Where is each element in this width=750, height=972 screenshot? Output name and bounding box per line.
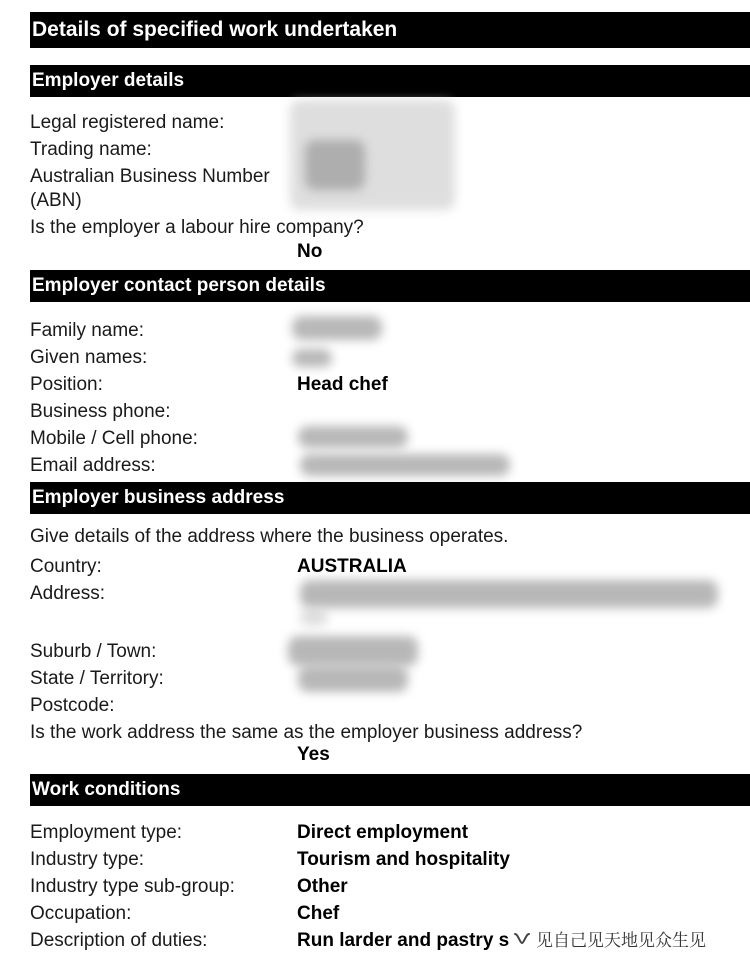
position-value: Head chef — [297, 374, 388, 395]
employment-type-value: Direct employment — [297, 822, 469, 843]
postcode-label: Postcode: — [30, 695, 115, 716]
section-employer-details-heading: Employer details — [30, 65, 750, 97]
position-label: Position: — [30, 374, 103, 395]
employment-type-label: Employment type: — [30, 822, 183, 843]
redacted-address-line2 — [300, 608, 328, 626]
redacted-suburb — [288, 636, 418, 666]
duties-value: Run larder and pastry s — [297, 930, 510, 951]
email-label: Email address: — [30, 455, 156, 476]
address-intro: Give details of the address where the business operates. — [30, 526, 509, 547]
watermark-text: 见自己见天地见众生见 — [536, 931, 706, 950]
redacted-family-name — [292, 316, 382, 340]
industry-type-label: Industry type: — [30, 849, 145, 870]
trading-name-label: Trading name: — [30, 139, 152, 160]
section-contact-person-heading: Employer contact person details — [30, 270, 750, 302]
suburb-label: Suburb / Town: — [30, 641, 157, 662]
same-address-label: Is the work address the same as the employer business address? — [30, 722, 583, 743]
redacted-given-names — [292, 349, 332, 367]
section-work-conditions-heading: Work conditions — [30, 774, 750, 806]
address-label: Address: — [30, 583, 105, 604]
redacted-email — [300, 454, 510, 476]
section-business-address-heading: Employer business address — [30, 482, 750, 514]
business-phone-label: Business phone: — [30, 401, 171, 422]
occupation-label: Occupation: — [30, 903, 132, 924]
labour-hire-value: No — [297, 241, 323, 262]
industry-type-value: Tourism and hospitality — [297, 849, 510, 870]
abn-label-suffix: (ABN) — [30, 190, 82, 211]
family-name-label: Family name: — [30, 320, 145, 341]
redacted-mobile — [298, 426, 408, 448]
wechat-channel-icon — [512, 929, 532, 949]
sub-group-value: Other — [297, 876, 348, 897]
mobile-label: Mobile / Cell phone: — [30, 428, 198, 449]
watermark — [512, 926, 706, 951]
country-value: AUSTRALIA — [297, 556, 407, 577]
page-title: Details of specified work undertaken — [30, 12, 750, 48]
redacted-employer-abn — [305, 140, 365, 190]
occupation-value: Chef — [297, 903, 340, 924]
state-label: State / Territory: — [30, 668, 164, 689]
redacted-state — [298, 666, 408, 692]
labour-hire-label: Is the employer a labour hire company? — [30, 217, 364, 238]
abn-label: Australian Business Number — [30, 166, 270, 187]
given-names-label: Given names: — [30, 347, 148, 368]
sub-group-label: Industry type sub-group: — [30, 876, 235, 897]
legal-name-label: Legal registered name: — [30, 112, 225, 133]
duties-label: Description of duties: — [30, 930, 208, 951]
same-address-value: Yes — [297, 744, 330, 765]
redacted-address-line1 — [300, 580, 718, 608]
country-label: Country: — [30, 556, 102, 577]
